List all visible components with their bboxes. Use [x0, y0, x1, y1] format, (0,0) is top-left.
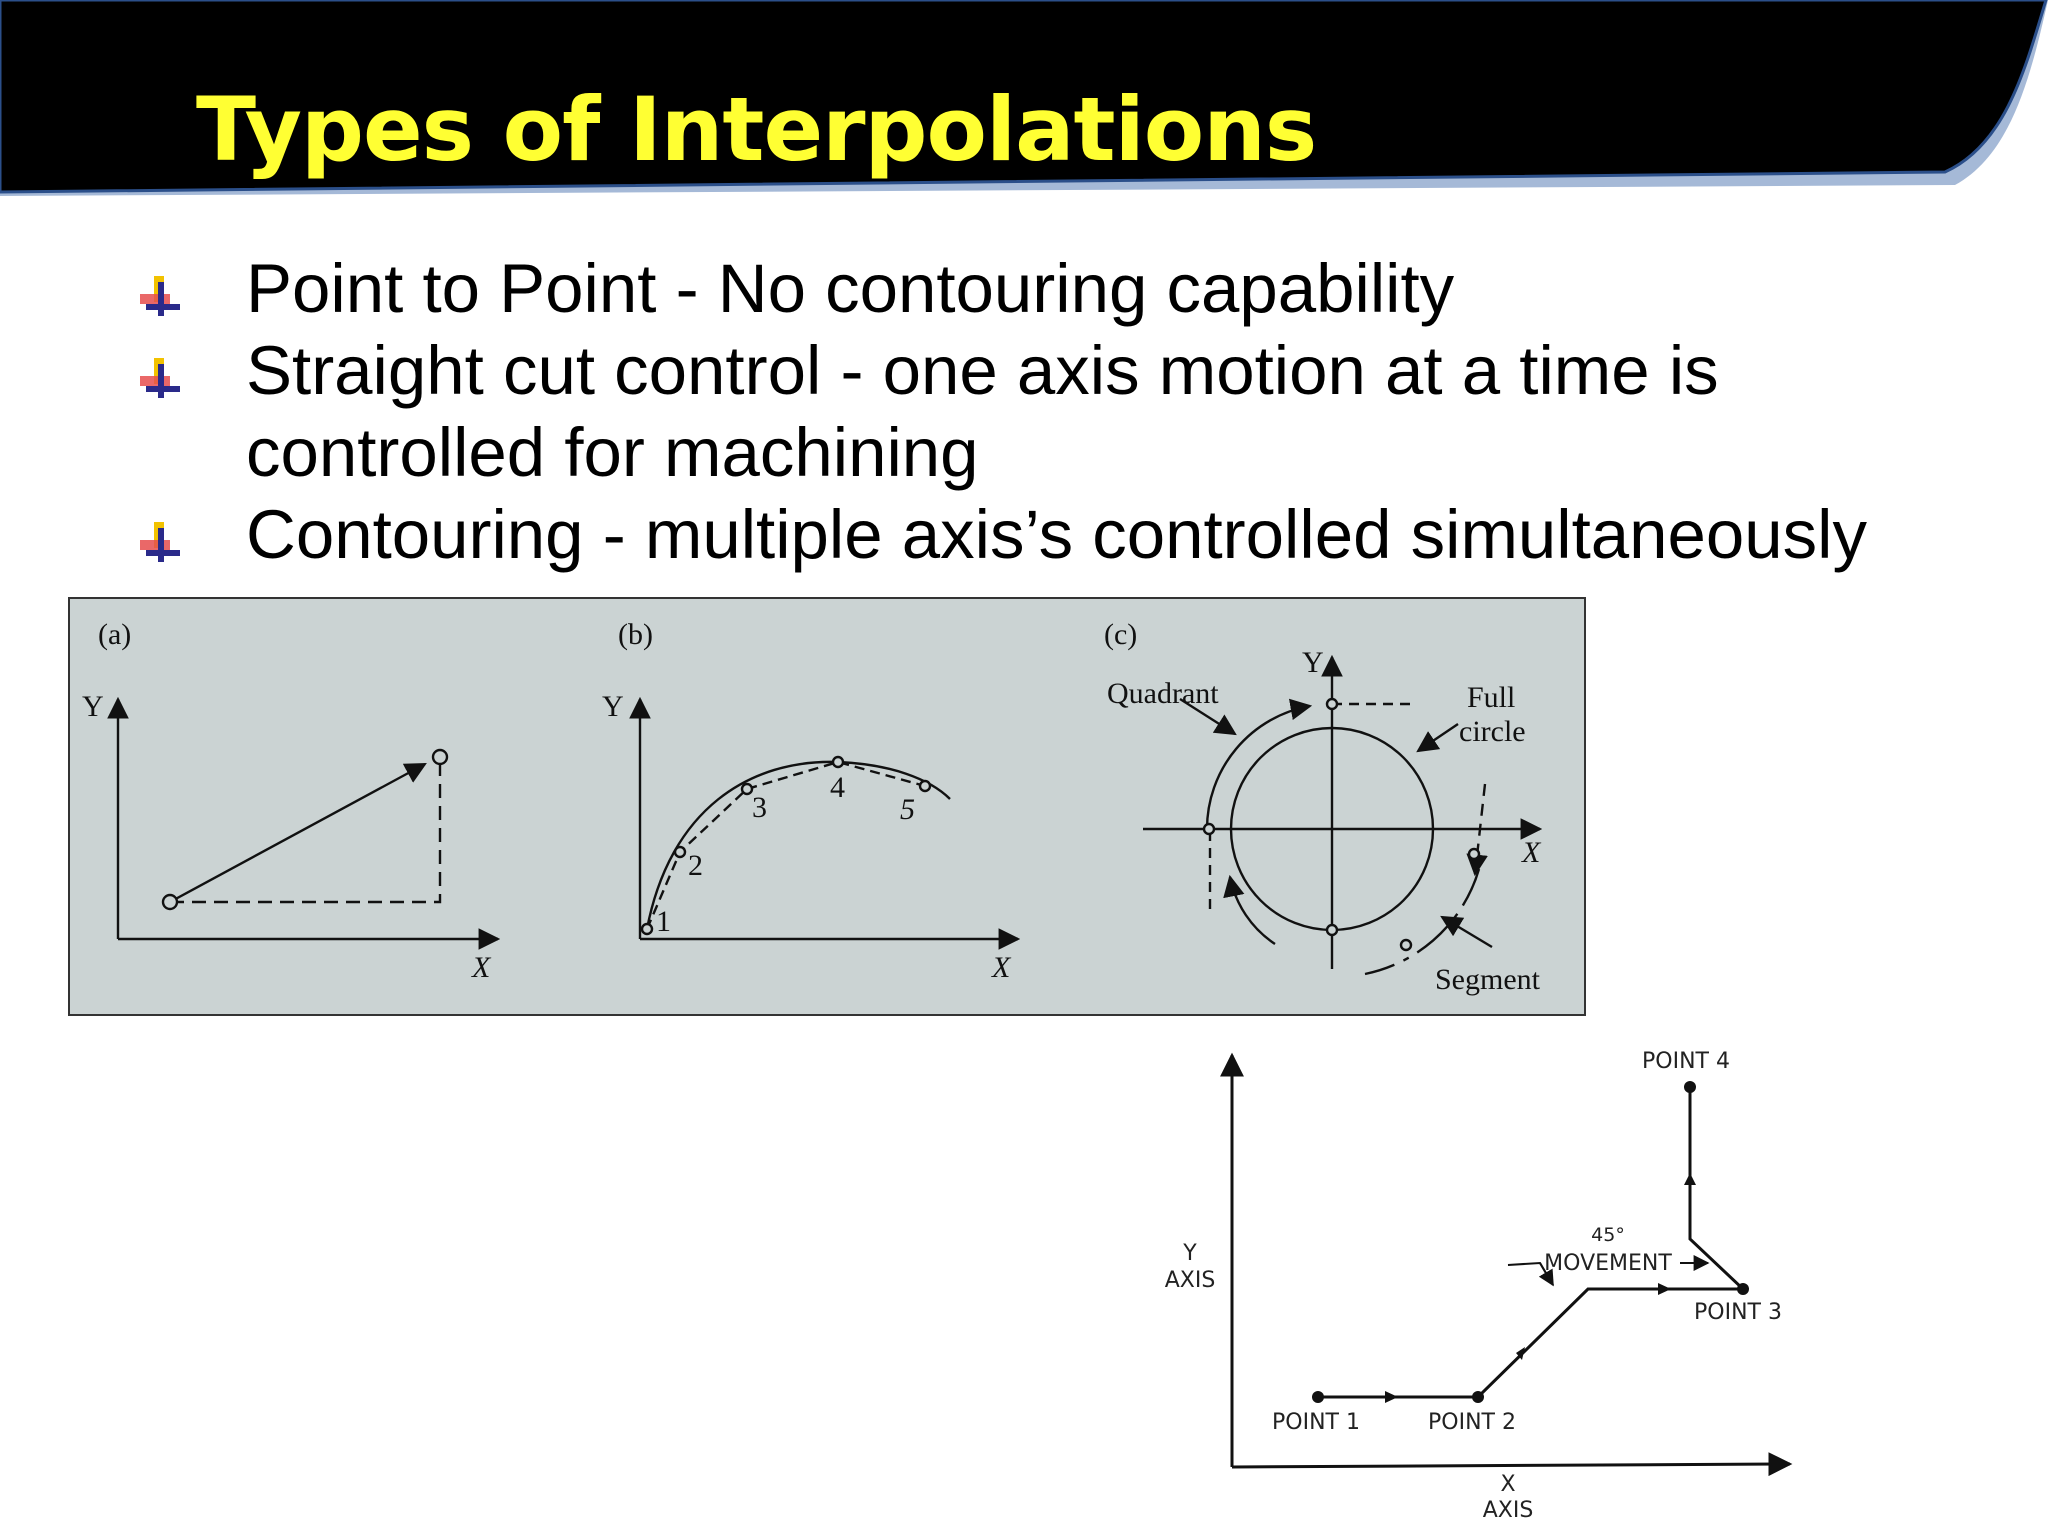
movement-angle-label: 45°	[1591, 1224, 1625, 1246]
bullet-text: Point to Point - No contouring capability	[246, 250, 1455, 327]
panel-b-point-4-label: 4	[830, 771, 845, 804]
panel-b-point-1-label: 1	[656, 905, 671, 938]
panel-c-segment-pointer	[1442, 917, 1492, 947]
movement-y-axis-label-1: Y	[1183, 1241, 1197, 1266]
point-1-label: POINT 1	[1272, 1410, 1360, 1435]
panel-a-path-arrow	[170, 764, 425, 902]
panel-c-point-segment	[1401, 940, 1411, 950]
panel-b-point-4	[833, 757, 843, 767]
panel-c-point-bottom	[1327, 925, 1337, 935]
panel-c-point-right	[1469, 849, 1479, 859]
panel-b-chord-path	[647, 762, 925, 929]
interpolation-figure	[70, 599, 1584, 1014]
panel-c-point-top	[1327, 699, 1337, 709]
panel-a-label: (a)	[98, 618, 132, 651]
movement-x-axis-label-2: AXIS	[1482, 1498, 1534, 1523]
panel-a-x-label: X	[472, 951, 491, 984]
panel-c-full-label: Full	[1467, 681, 1516, 714]
movement-x-axis-label-1: X	[1500, 1472, 1516, 1497]
panel-c-segment-label: Segment	[1435, 963, 1540, 996]
panel-b-point-5	[920, 781, 930, 791]
interpolation-figure-panel	[68, 597, 1586, 1016]
point-2-marker	[1472, 1391, 1484, 1403]
panel-b	[640, 699, 1018, 939]
bullet-item	[140, 330, 2000, 494]
movement-path-markers	[1312, 1081, 1749, 1403]
path-direction-arrow-4	[1684, 1173, 1696, 1185]
panel-a-end-point	[433, 750, 447, 764]
panel-c-x-label: X	[1522, 836, 1541, 869]
bullet-text: Straight cut control - one axis motion at a time is controlled for machining	[246, 332, 1719, 491]
point-1-marker	[1312, 1391, 1324, 1403]
panel-b-point-2	[675, 847, 685, 857]
panel-a-y-label: Y	[82, 690, 104, 723]
point-4-label: POINT 4	[1642, 1049, 1730, 1074]
panel-c-direction-arrow	[1230, 877, 1275, 944]
slide-title: Types of Interpolations	[196, 78, 1317, 181]
path-direction-arrow-3	[1658, 1283, 1671, 1295]
movement-diagram-svg	[1160, 1035, 1820, 1525]
point-3-label: POINT 3	[1694, 1300, 1782, 1325]
bullet-item	[140, 494, 2000, 576]
cross-arrow-bullet-icon	[140, 276, 184, 320]
panel-b-label: (b)	[618, 618, 653, 651]
movement-x-axis	[1232, 1464, 1790, 1467]
panel-c-label: (c)	[1104, 618, 1138, 651]
panel-b-point-1	[642, 924, 652, 934]
panel-c-quadrant-arc	[1207, 706, 1310, 829]
point-3-marker	[1737, 1283, 1749, 1295]
movement-label: MOVEMENT	[1544, 1251, 1672, 1276]
panel-c-segment-arc	[1365, 869, 1479, 974]
panel-b-point-3	[742, 784, 752, 794]
point-4-marker	[1684, 1081, 1696, 1093]
movement-y-axis-label-2: AXIS	[1164, 1268, 1216, 1293]
panel-c-circle-label: circle	[1459, 715, 1526, 748]
bullet-item	[140, 248, 2000, 330]
movement-path	[1318, 1087, 1743, 1397]
bullet-text: Contouring - multiple axis’s controlled simultaneously	[246, 496, 1867, 573]
cross-arrow-bullet-icon	[140, 522, 184, 566]
panel-c-circle-pointer	[1418, 724, 1458, 751]
point-2-label: POINT 2	[1428, 1410, 1516, 1435]
panel-a-start-point	[163, 895, 177, 909]
panel-b-point-5-label: 5	[900, 793, 915, 826]
panel-c-quadrant-label: Quadrant	[1107, 677, 1219, 710]
panel-c-point-left	[1204, 824, 1214, 834]
panel-b-curve	[647, 762, 950, 929]
panel-b-point-3-label: 3	[752, 791, 767, 824]
panel-b-point-2-label: 2	[688, 849, 703, 882]
panel-b-x-label: X	[992, 951, 1011, 984]
panel-a	[118, 699, 498, 939]
panel-c-y-label: Y	[1302, 646, 1324, 679]
movement-diagram	[1160, 1035, 1820, 1525]
cross-arrow-bullet-icon	[140, 358, 184, 402]
bullet-list	[140, 248, 2000, 576]
path-direction-arrow-1	[1385, 1391, 1398, 1403]
panel-b-y-label: Y	[602, 690, 624, 723]
